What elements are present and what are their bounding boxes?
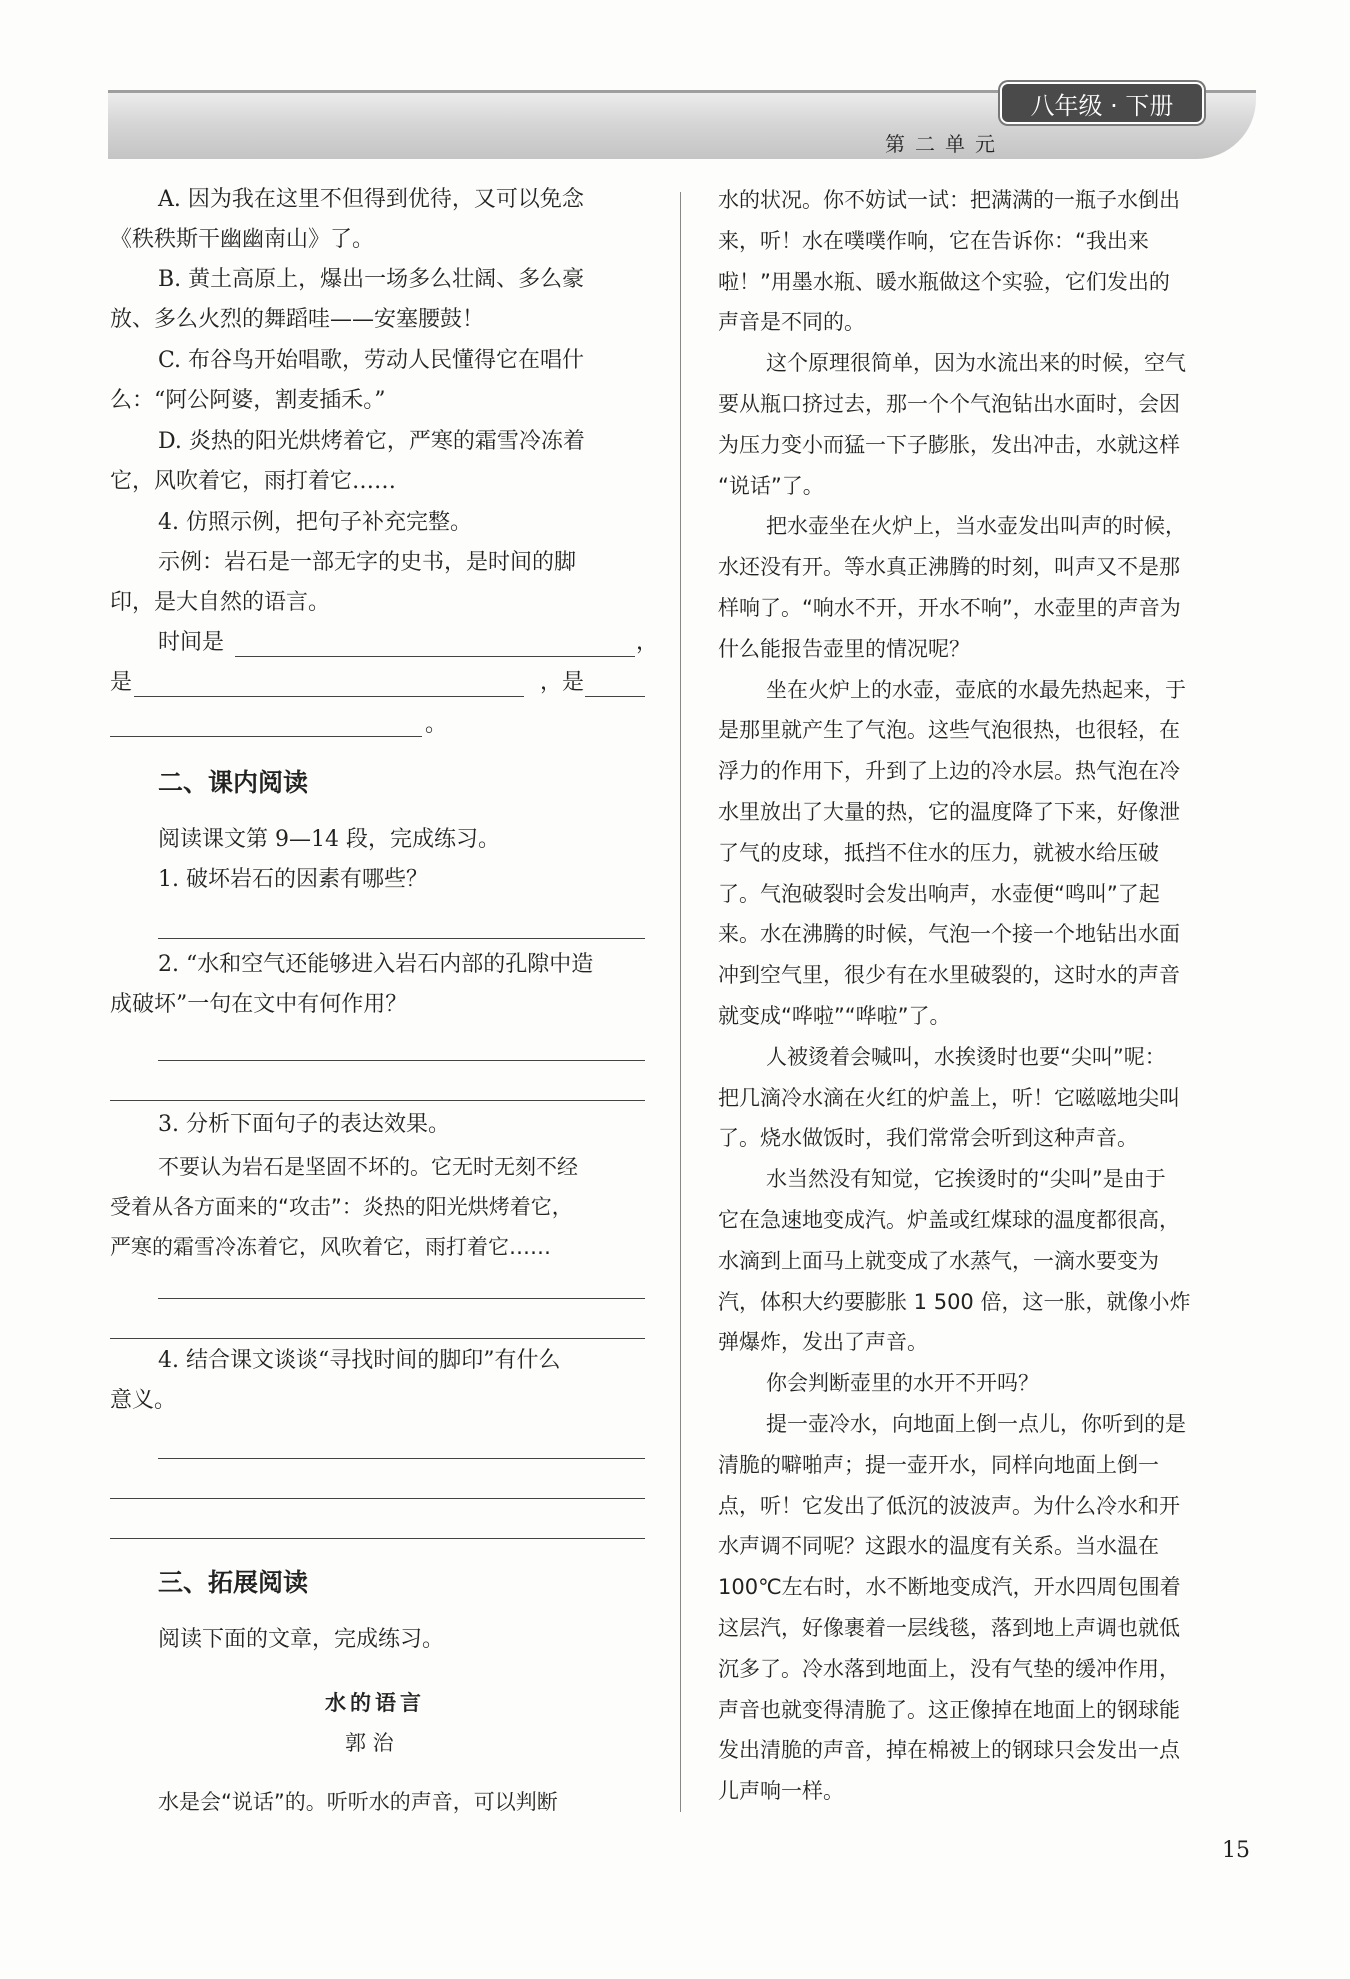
article-line: 清脆的噼啪声；提一壶开水，同样向地面上倒一	[718, 1453, 1159, 1477]
article-line: 把水壶坐在火炉上，当水壶发出叫声的时候，	[766, 514, 1186, 538]
option-d-line1: D. 炎热的阳光烘烤着它，严寒的霜雪冷冻着	[158, 429, 585, 454]
option-d-line2: 它，风吹着它，雨打着它……	[110, 469, 397, 494]
section-3-intro: 阅读下面的文章，完成练习。	[158, 1627, 445, 1652]
answer-blank[interactable]	[110, 736, 422, 737]
article-line: 坐在火炉上的水壶，壶底的水最先热起来，于	[766, 678, 1186, 702]
article-line: 这层汽，好像裹着一层线毯，落到地上声调也就低	[718, 1616, 1180, 1640]
article-line: “说话”了。	[718, 474, 824, 498]
answer-line[interactable]	[158, 938, 645, 939]
sec2-q3-sentence-line1: 不要认为岩石是坚固不坏的。它无时无刻不经	[158, 1155, 578, 1179]
answer-line[interactable]	[110, 1498, 645, 1499]
option-a-line1: A. 因为我在这里不但得到优待，又可以免念	[158, 187, 584, 212]
article-line: 是那里就产生了气泡。这些气泡很热，也很轻，在	[718, 718, 1180, 742]
sec2-q4-line2: 意义。	[110, 1388, 177, 1413]
article-line: 来，听！水在噗噗作响，它在告诉你：“我出来	[718, 229, 1149, 253]
answer-blank[interactable]	[134, 696, 524, 697]
sec2-q3-sentence-line3: 严寒的霜雪冷冻着它，风吹着它，雨打着它……	[110, 1235, 551, 1259]
answer-line[interactable]	[158, 1458, 645, 1459]
fill-label-2: 是	[110, 670, 133, 695]
article-line: 点，听！它发出了低沉的波波声。为什么冷水和开	[718, 1494, 1180, 1518]
article-line: 样响了。“响水不开，开水不响”，水壶里的声音为	[718, 596, 1181, 620]
article-line: 来。水在沸腾的时候，气泡一个接一个地钻出水面	[718, 922, 1180, 946]
answer-line[interactable]	[158, 1298, 645, 1299]
article-line: 水滴到上面马上就变成了水蒸气，一滴水要变为	[718, 1249, 1159, 1273]
article-line: 要从瓶口挤过去，那一个个气泡钻出水面时，会因	[718, 392, 1180, 416]
answer-line[interactable]	[110, 1100, 645, 1101]
sec2-q3-sentence-line2: 受着从各方面来的“攻击”：炎热的阳光烘烤着它，	[110, 1195, 573, 1219]
article-line: 啦！”用墨水瓶、暖水瓶做这个实验，它们发出的	[718, 270, 1170, 294]
answer-blank[interactable]	[585, 696, 645, 697]
article-line: 人被烫着会喊叫，水挨烫时也要“尖叫”呢：	[766, 1045, 1166, 1069]
sec2-q2-line1: 2. “水和空气还能够进入岩石内部的孔隙中造	[158, 952, 594, 977]
option-b-line2: 放、多么火烈的舞蹈哇——安塞腰鼓！	[110, 307, 485, 332]
option-a-line2: 《秩秩斯干幽幽南山》了。	[110, 227, 375, 252]
article-line: 浮力的作用下，升到了上边的冷水层。热气泡在冷	[718, 759, 1180, 783]
section-title-2: 二、课内阅读	[158, 768, 309, 797]
answer-line[interactable]	[110, 1338, 645, 1339]
section-title-3: 三、拓展阅读	[158, 1568, 309, 1597]
fill-label-1: 时间是	[158, 630, 225, 655]
answer-blank[interactable]	[235, 656, 635, 657]
answer-line[interactable]	[110, 1538, 645, 1539]
article-line: 这个原理很简单，因为水流出来的时候，空气	[766, 351, 1186, 375]
page-number: 15	[1222, 1838, 1250, 1863]
sec2-q4-line1: 4. 结合课文谈谈“寻找时间的脚印”有什么	[158, 1348, 561, 1373]
article-line: 为压力变小而猛一下子膨胀，发出冲击，水就这样	[718, 433, 1180, 457]
sec2-q1: 1. 破坏岩石的因素有哪些？	[158, 867, 428, 892]
article-line: 它在急速地变成汽。炉盖或红煤球的温度都很高，	[718, 1208, 1180, 1232]
article-line: 了气的皮球，抵挡不住水的压力，就被水给压破	[718, 841, 1159, 865]
answer-line[interactable]	[158, 1060, 645, 1061]
article-line: 声音也就变得清脆了。这正像掉在地面上的钢球能	[718, 1698, 1180, 1722]
article-line: 冲到空气里，很少有在水里破裂的，这时水的声音	[718, 963, 1180, 987]
article-line: 100℃左右时，水不断地变成汽，开水四周包围着	[718, 1575, 1181, 1599]
section-2-intro: 阅读课文第 9—14 段，完成练习。	[158, 827, 500, 852]
article-line: 汽，体积大约要膨胀 1 500 倍，这一胀，就像小炸	[718, 1290, 1191, 1314]
q4-example-line1: 示例：岩石是一部无字的史书，是时间的脚	[158, 550, 577, 575]
article-title: 水的语言	[325, 1690, 425, 1715]
unit-label: 第二单元	[885, 132, 1005, 156]
article-author: 郭 治	[345, 1731, 394, 1755]
article-line: 沉多了。冷水落到地面上，没有气垫的缓冲作用，	[718, 1657, 1180, 1681]
article-line: 了。烧水做饭时，我们常常会听到这种声音。	[718, 1126, 1138, 1150]
article-line: 就变成“哗啦”“哗啦”了。	[718, 1004, 951, 1028]
column-divider	[680, 192, 681, 1812]
q4-title: 4. 仿照示例，把句子补充完整。	[158, 510, 472, 535]
article-paragraph-start: 水是会“说话”的。听听水的声音，可以判断	[158, 1790, 558, 1814]
article-line: 提一壶冷水，向地面上倒一点儿，你听到的是	[766, 1412, 1186, 1436]
article-line: 什么能报告壶里的情况呢？	[718, 637, 970, 661]
article-line: 弹爆炸，发出了声音。	[718, 1330, 928, 1354]
article-line: 声音是不同的。	[718, 310, 865, 334]
article-line: 把几滴冷水滴在火红的炉盖上，听！它嗞嗞地尖叫	[718, 1086, 1180, 1110]
sec2-q2-line2: 成破坏”一句在文中有何作用？	[110, 992, 408, 1017]
option-c-line1: C. 布谷鸟开始唱歌，劳动人民懂得它在唱什	[158, 348, 585, 373]
fill-comma: ，	[636, 630, 659, 655]
fill-label-3: ，是	[540, 670, 585, 695]
article-line: 水里放出了大量的热，它的温度降了下来，好像泄	[718, 800, 1180, 824]
sec2-q3: 3. 分析下面句子的表达效果。	[158, 1112, 450, 1137]
option-b-line1: B. 黄土高原上，爆出一场多么壮阔、多么豪	[158, 267, 585, 292]
fill-period: 。	[425, 712, 448, 737]
article-line: 发出清脆的声音，掉在棉被上的钢球只会发出一点	[718, 1738, 1180, 1762]
article-line: 水声调不同呢？这跟水的温度有关系。当水温在	[718, 1534, 1159, 1558]
article-line: 水的状况。你不妨试一试：把满满的一瓶子水倒出	[718, 188, 1180, 212]
article-line: 水当然没有知觉，它挨烫时的“尖叫”是由于	[766, 1167, 1166, 1191]
article-line: 水还没有开。等水真正沸腾的时刻，叫声又不是那	[718, 555, 1180, 579]
article-line: 你会判断壶里的水开不开吗？	[766, 1371, 1039, 1395]
article-line: 了。气泡破裂时会发出响声，水壶便“鸣叫”了起	[718, 882, 1160, 906]
q4-example-line2: 印，是大自然的语言。	[110, 590, 331, 615]
article-line: 儿声响一样。	[718, 1779, 844, 1803]
grade-badge: 八年级 · 下册	[1000, 82, 1204, 124]
option-c-line2: 么：“阿公阿婆，割麦插禾。”	[110, 388, 386, 413]
